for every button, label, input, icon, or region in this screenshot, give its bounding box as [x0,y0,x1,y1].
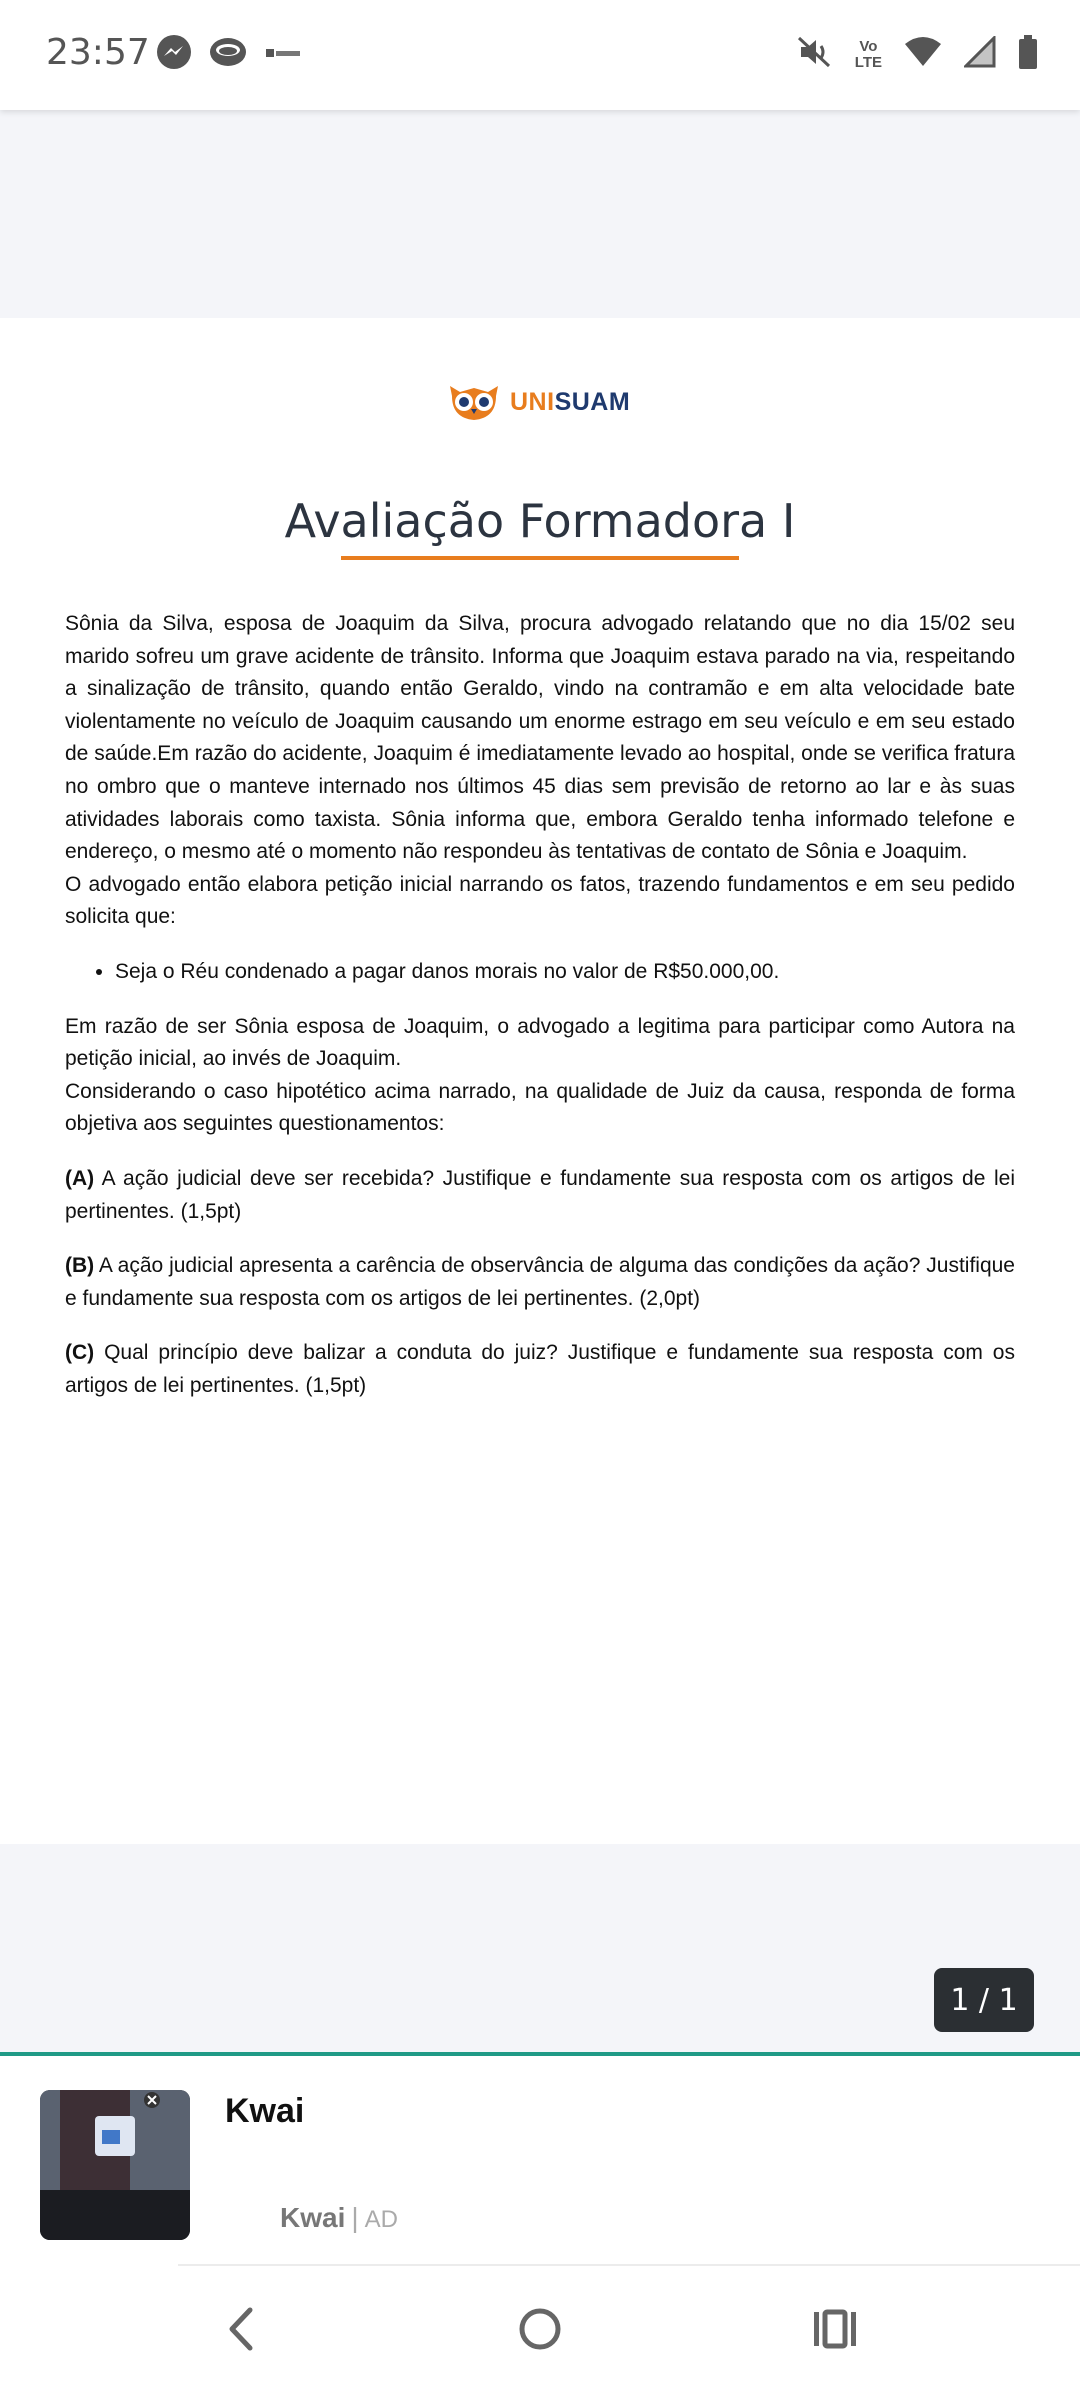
list-item: • Seja o Réu condenado a pagar danos morais no valor de R$50.000,00. [115,956,1015,989]
page-counter: 1 / 1 [934,1968,1034,2032]
recents-icon [810,2304,860,2354]
battery-icon [1018,35,1038,74]
ad-title[interactable]: Kwai [225,2092,305,2130]
ad-brand: Kwai [280,2202,346,2233]
volte-label-top: Vo [859,37,878,55]
ad-separator: | [351,2202,359,2233]
document-body [65,608,1015,1402]
document-title: Avaliação Formadora I [284,494,796,548]
logo-uni: UNI [510,387,555,416]
mute-icon [797,34,833,75]
paragraph-3: Em razão de ser Sônia esposa de Joaquim, o advogado a legitima para participar como Autora na petição inicial, ao invés de Joaquim. [65,1014,1015,1071]
ad-subtitle [280,2202,398,2234]
question-c [65,1337,1015,1402]
unisuam-logo [446,380,630,424]
ad-banner[interactable] [0,2052,1080,2268]
cloud-app-icon [208,34,248,75]
home-icon [515,2304,565,2354]
signal-icon [964,36,996,73]
volte-label-bottom: LTE [854,53,882,71]
recents-button[interactable] [800,2294,870,2364]
question-a [65,1163,1015,1228]
home-button[interactable] [505,2294,575,2364]
ad-thumbnail[interactable] [40,2090,190,2240]
paragraph-4: Considerando o caso hipotético acima narrado, na qualidade de Juiz da causa, responda de forma objetiva aos seguintes questionamentos: [65,1079,1015,1136]
messenger-icon [156,34,192,75]
question-text: Qual princípio deve balizar a conduta do juiz? Justifique e fundamente sua resposta com os artigos de lei pertinentes. (1,5pt) [65,1341,1015,1397]
question-label: (C) [65,1341,95,1365]
status-time: 23:57 [46,32,150,73]
back-icon [222,2304,262,2354]
logo-suam: SUAM [554,387,631,416]
navigation-bar [0,2266,1080,2388]
logo-text [510,388,630,417]
volte-icon [855,39,882,71]
title-underline [341,556,739,560]
question-text: A ação judicial apresenta a carência de observância de alguma das condições da ação? Justifique e fundamente sua resposta com os artigos de lei pertinentes. (2,0pt) [65,1254,1015,1310]
owl-logo-icon [446,382,502,422]
question-label: (A) [65,1166,95,1190]
app-badge-icon [266,46,302,65]
wifi-icon [904,36,942,73]
ad-tag: AD [364,2206,398,2233]
status-bar [0,0,1080,110]
paragraph-2: O advogado então elabora petição inicial narrando os fatos, trazendo fundamentos e em seu pedido solicita que: [65,872,1015,929]
back-button[interactable] [207,2294,277,2364]
question-b [65,1250,1015,1315]
request-list [65,956,1015,989]
question-label: (B) [65,1254,95,1278]
document-page [0,318,1080,1844]
question-text: A ação judicial deve ser recebida? Justifique e fundamente sua resposta com os artigos de lei pertinentes. (1,5pt) [65,1166,1015,1223]
paragraph-1: Sônia da Silva, esposa de Joaquim da Silva, procura advogado relatando que no dia 15/02 seu marido sofreu um grave acidente de trânsito. Informa que Joaquim estava parado na via, respeitando a sinalização de trânsito, quando então Geraldo, vindo na contramão e em alta velocidade bate violentamente no veículo de Joaquim causando um enorme estrago em seu veículo e em seu estado de saúde.Em razão do acidente, Joaquim é imediatamente levado ao hospital, onde se verifica fratura no ombro que o manteve internado nos últimos 45 dias sem previsão de retorno ao lar e às suas atividades laborais como taxista. Sônia informa que, embora Geraldo tenha informado telefone e endereço, o mesmo até o momento não respondeu às tentativas de contato de Sônia e Joaquim. [65,612,1015,864]
